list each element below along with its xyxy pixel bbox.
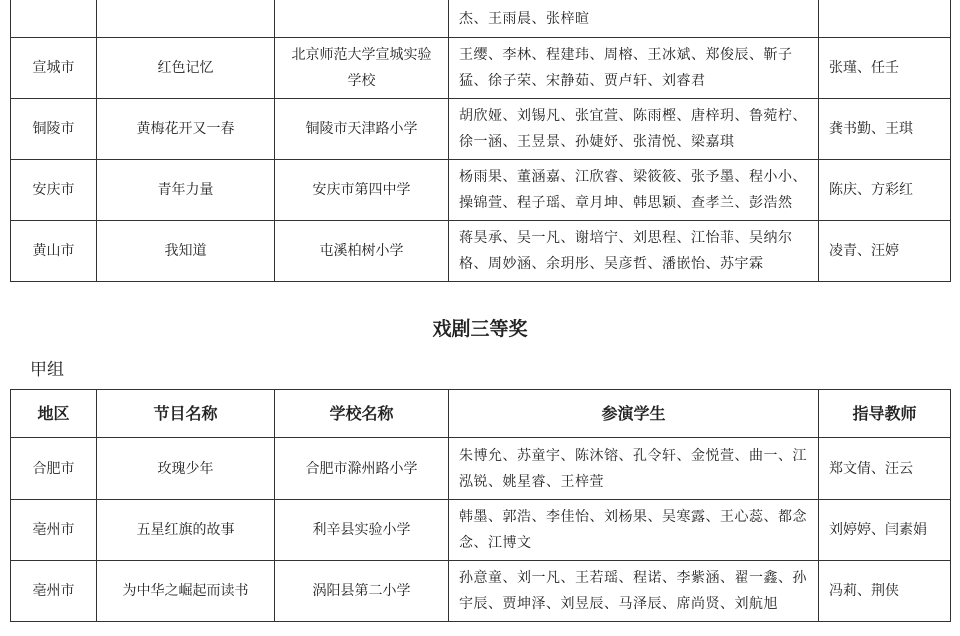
table-row [11,438,951,500]
header-school: 学校名称 [275,390,449,438]
region-cell: 黄山市 [11,221,97,282]
program-cell: 黄梅花开又一春 [97,99,275,160]
header-program: 节目名称 [97,390,275,438]
region-cell: 宣城市 [11,38,97,99]
section-title: 戏剧三等奖 [432,318,528,340]
teachers-cell [819,0,951,38]
program-cell: 红色记忆 [97,38,275,99]
students-cell: 胡欣娅、刘锡凡、张宜萱、陈雨樫、唐梓玥、鲁菀柠、徐一涵、王昱景、孙婕妤、张清悦、梁嘉琪 [449,99,819,160]
program-cell [97,0,275,38]
header-region: 地区 [11,390,97,438]
school-cell: 北京师范大学宣城实验学校 [275,38,449,99]
award-table-continued [10,0,951,282]
teachers-cell: 刘婷婷、闫素娟 [819,500,951,561]
table-row [11,160,951,221]
school-cell: 涡阳县第二小学 [275,561,449,622]
region-cell: 合肥市 [11,438,97,500]
program-cell: 为中华之崛起而读书 [97,561,275,622]
program-cell: 五星红旗的故事 [97,500,275,561]
students-cell: 蒋昊承、吴一凡、谢培宁、刘思程、江怡菲、吴纳尔格、周妙涵、余玥彤、吴彦哲、潘嵌怡、苏宇霖 [449,221,819,282]
students-cell: 杨雨果、董涵嘉、江欣睿、梁筱筱、张予墨、程小小、操锦萱、程子瑶、章月坤、韩思颖、查孝兰、彭浩然 [449,160,819,221]
group-label: 甲组 [30,360,64,380]
region-cell: 亳州市 [11,561,97,622]
teachers-cell: 凌青、汪婷 [819,221,951,282]
teachers-cell: 陈庆、方彩红 [819,160,951,221]
teachers-cell: 郑文倩、汪云 [819,438,951,500]
students-cell: 孙意童、刘一凡、王若瑶、程诺、李紫涵、翟一鑫、孙宇辰、贾坤泽、刘昱辰、马泽辰、席尚贤、刘航旭 [449,561,819,622]
school-cell: 屯溪柏树小学 [275,221,449,282]
teachers-cell: 龚书勤、王琪 [819,99,951,160]
program-cell: 我知道 [97,221,275,282]
table-row [11,221,951,282]
award-table [10,389,951,622]
header-row [11,390,951,438]
header-students: 参演学生 [449,390,819,438]
region-cell [11,0,97,38]
teachers-cell: 张瑾、任壬 [819,38,951,99]
school-cell: 利辛县实验小学 [275,500,449,561]
program-cell: 玫瑰少年 [97,438,275,500]
school-cell: 合肥市滁州路小学 [275,438,449,500]
students-cell: 韩墨、郭浩、李佳怡、刘杨果、吴寒露、王心蕊、都念念、江博文 [449,500,819,561]
table-row [11,0,951,38]
students-cell: 杰、王雨晨、张梓暄 [449,0,819,38]
program-cell: 青年力量 [97,160,275,221]
students-cell: 朱博允、苏童宇、陈沐镕、孔令轩、金悦萱、曲一、江泓锐、姚星睿、王梓萱 [449,438,819,500]
table-row [11,561,951,622]
table-row [11,38,951,99]
school-cell: 铜陵市天津路小学 [275,99,449,160]
table-row [11,500,951,561]
students-cell: 王缨、李林、程建玮、周榕、王冰斌、郑俊辰、靳子猛、徐子荣、宋静茹、贾卢轩、刘睿君 [449,38,819,99]
region-cell: 铜陵市 [11,99,97,160]
school-cell [275,0,449,38]
header-teachers: 指导教师 [819,390,951,438]
table-row [11,99,951,160]
region-cell: 安庆市 [11,160,97,221]
teachers-cell: 冯莉、荆侠 [819,561,951,622]
school-cell: 安庆市第四中学 [275,160,449,221]
region-cell: 亳州市 [11,500,97,561]
